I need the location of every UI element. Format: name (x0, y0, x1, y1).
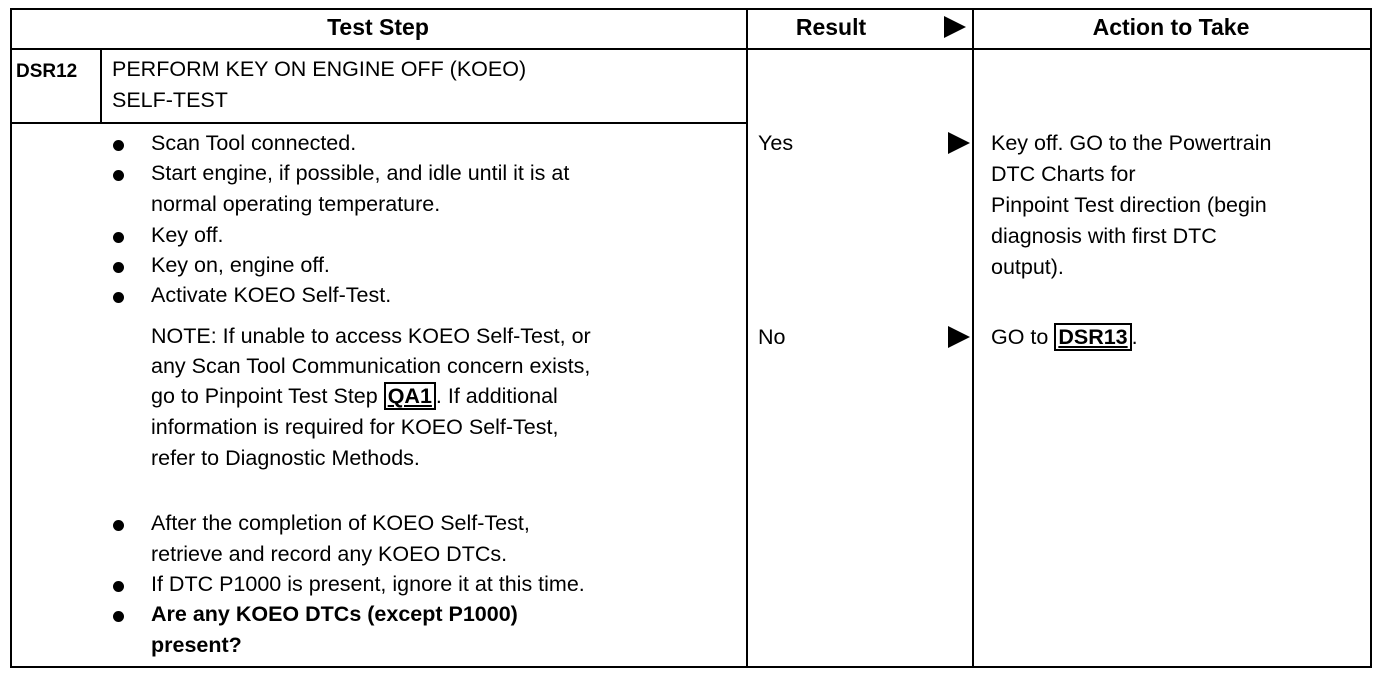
action-no-text: . (1131, 325, 1138, 349)
list-item: Key off. (151, 223, 224, 247)
action-yes-line: diagnosis with first DTC (991, 224, 1217, 248)
bullet-icon (113, 611, 124, 622)
action-yes-line: DTC Charts for (991, 162, 1136, 186)
header-result: Result (795, 14, 867, 40)
bullet-icon (113, 140, 124, 151)
header-test-step: Test Step (327, 14, 429, 40)
step-id: DSR12 (16, 61, 78, 82)
note-line: refer to Diagnostic Methods. (151, 446, 420, 470)
action-yes-line: Pinpoint Test direction (begin (991, 193, 1267, 217)
list-item: Start engine, if possible, and idle until it is at (151, 161, 570, 185)
note-line (151, 381, 558, 412)
question-item: Are any KOEO DTCs (except P1000) (151, 602, 518, 626)
list-item: Activate KOEO Self-Test. (151, 283, 392, 307)
step-ref-dsr13[interactable]: DSR13 (1054, 323, 1131, 351)
step-id-divider (100, 48, 102, 122)
table-border-top (10, 8, 1372, 10)
result-yes-arrow-icon (948, 132, 970, 154)
column-divider-1 (746, 8, 748, 668)
note-line: any Scan Tool Communication concern exists, (151, 354, 591, 378)
step-title-divider (10, 122, 748, 124)
table-border-left (10, 8, 12, 668)
table-border-bottom (10, 666, 1372, 668)
header-divider (10, 48, 1372, 50)
column-divider-2 (972, 8, 974, 668)
action-yes-line: Key off. GO to the Powertrain (991, 131, 1272, 155)
action-no-text: GO to (991, 325, 1055, 349)
bullet-icon (113, 170, 124, 181)
question-item-continuation: present? (151, 633, 242, 657)
action-yes-line: output). (991, 255, 1064, 279)
bullet-icon (113, 262, 124, 273)
note-line: NOTE: If unable to access KOEO Self-Test, or (151, 324, 591, 348)
list-item: Key on, engine off. (151, 253, 330, 277)
list-item: If DTC P1000 is present, ignore it at this time. (151, 572, 585, 596)
list-item: After the completion of KOEO Self-Test, (151, 511, 530, 535)
note-line: information is required for KOEO Self-Test, (151, 415, 559, 439)
diagnostic-table (10, 8, 1372, 668)
step-title-line2: SELF-TEST (112, 88, 228, 112)
list-item-continuation: normal operating temperature. (151, 192, 441, 216)
table-border-right (1370, 8, 1372, 668)
bullet-icon (113, 581, 124, 592)
result-yes: Yes (758, 131, 794, 155)
bullet-icon (113, 232, 124, 243)
bullet-icon (113, 520, 124, 531)
step-title-line1: PERFORM KEY ON ENGINE OFF (KOEO) (112, 57, 527, 81)
header-action: Action to Take (1092, 14, 1250, 40)
action-no (991, 322, 1138, 353)
result-no: No (758, 325, 786, 349)
result-no-arrow-icon (948, 326, 970, 348)
note-text: go to Pinpoint Test Step (151, 384, 384, 408)
step-ref-qa1[interactable]: QA1 (384, 382, 436, 410)
header-arrow-icon (944, 16, 966, 38)
bullet-icon (113, 292, 124, 303)
note-text: . If additional (435, 384, 558, 408)
list-item: Scan Tool connected. (151, 131, 357, 155)
list-item-continuation: retrieve and record any KOEO DTCs. (151, 542, 508, 566)
